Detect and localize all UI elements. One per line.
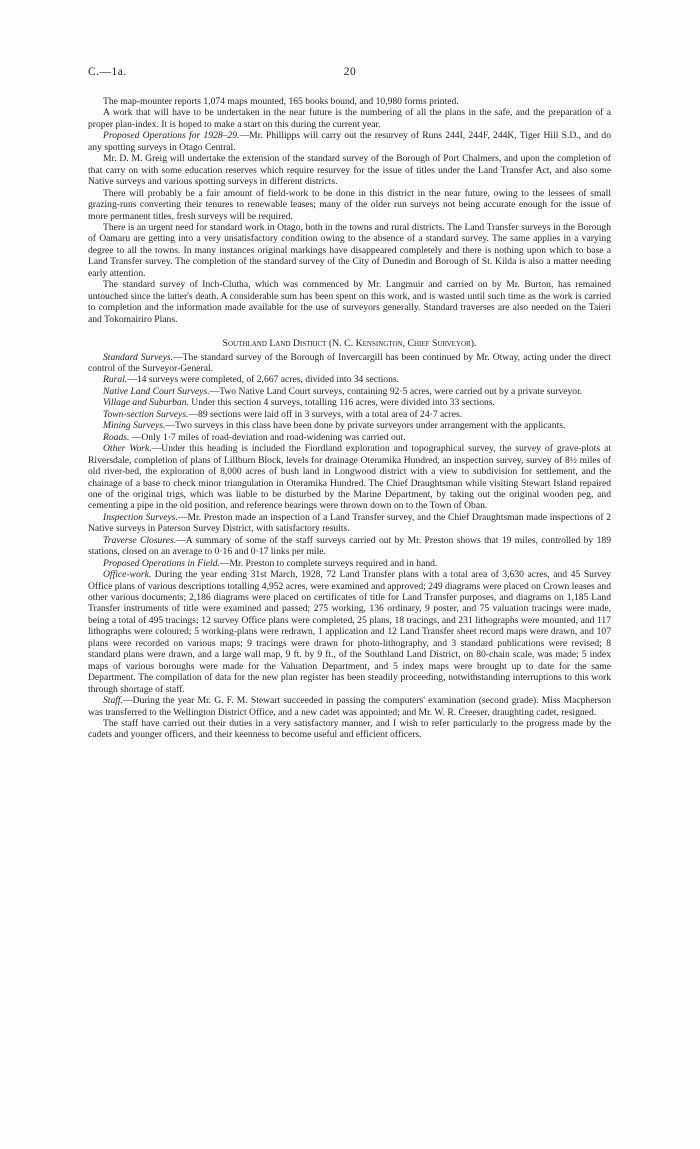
paragraph: The map-mounter reports 1,074 maps mounted, 165 books bound, and 10,980 forms printed. bbox=[103, 96, 459, 107]
paragraph: Other Work.—Under this heading is included the Fiordland exploration and topographical survey, the survey of grave-plots at Riversdale, completion of plans of Lillburn Block, levels for drainage Oteramika Hundred, an inspection survey, survey of 8½ miles of old river-bed, the exploration of 8,000 acres of bush land in Longwood district with a view to subdivision for settlement, and the chainage of a base to check minor triangulation in Oteramika Hundred. The Chief Draughtsman while visiting Stewart Island repaired one of the original trigs, which was liable to be disturbed by the Marine Department, by taking out the original wooden peg, and cementing a pipe in the old position, and reference bearings were thrown down on to the Town of Oban. bbox=[88, 443, 611, 512]
paragraph: The standard survey of Inch-Clutha, which was commenced by Mr. Langmuir and carried on by Mr. Burton, has remained untouched since the latter's death. A considerable sum has been spent on this work, and is wasted until such time as the work is carried to completion and the information made available for the use of surveyors generally. Standard traverses are also needed on the Taieri and Tokomairiro Plans. bbox=[88, 279, 611, 325]
paragraph: Proposed Operations for 1928–29.—Mr. Phillipps will carry out the resurvey of Runs 244I, 244F, 244K, Tiger Hill S.D., and do any spotting surveys in Otago Central. bbox=[88, 130, 611, 153]
subheading: Office-work. bbox=[103, 569, 152, 581]
paragraph: Proposed Operations in Field.—Mr. Preston to complete surveys required and in hand. bbox=[103, 557, 438, 569]
subheading: Proposed Operations in Field. bbox=[103, 557, 220, 569]
paragraph: Mr. D. M. Greig will undertake the extension of the standard survey of the Borough of Port Chalmers, and upon the completion of that carry on with some education reserves which require resurvey for the issue of titles under the Land Transfer Act, and also some Native surveys and various spotting surveys in different districts. bbox=[88, 153, 611, 188]
paragraph: Standard Surveys.—The standard survey of the Borough of Invercargill has been continued by Mr. Otway, acting under the direct control of the Surveyor-General. bbox=[88, 351, 611, 374]
subheading: Roads. bbox=[103, 431, 130, 443]
subheading: Village and Suburban. bbox=[103, 397, 189, 409]
paragraph: Rural.—14 surveys were completed, of 2,667 acres, divided into 34 sections. bbox=[103, 374, 400, 386]
paragraph: A work that will have to be undertaken in the near future is the numbering of all the plans in the safe, and the preparation of a proper plan-index. It is hoped to make a start on this during the current year. bbox=[88, 107, 611, 130]
paragraph: Staff.—During the year Mr. G. F. M. Stewart succeeded in passing the computers' examination (second grade). Miss Macpherson was transferred to the Wellington District Office, and a new cadet was appointed; and Mr. W. R. Creeser, draughting cadet, resigned. bbox=[88, 695, 611, 718]
paragraph: Mining Surveys.—Two surveys in this class have been done by private surveyors under arrangement with the applicants. bbox=[103, 420, 566, 432]
subheading: Native Land Court Surveys. bbox=[103, 385, 210, 397]
subheading: Other Work. bbox=[103, 443, 152, 455]
subheading: Traverse Closures. bbox=[103, 534, 177, 546]
paragraph: The staff have carried out their duties in a very satisfactory manner, and I wish to refer particularly to the progress made by the cadets and younger officers, and their keenness to become useful and efficient officers. bbox=[88, 718, 611, 741]
subheading: Town-section Surveys. bbox=[103, 408, 189, 420]
paragraph: Town-section Surveys.—89 sections were laid off in 3 surveys, with a total area of 24·7 acres. bbox=[103, 408, 463, 420]
paragraph: Inspection Surveys.—Mr. Preston made an inspection of a Land Transfer survey, and the Chief Draughtsman made inspections of 2 Native surveys in Paterson Survey District, with satisfactory results. bbox=[88, 511, 611, 535]
page-number: 20 bbox=[343, 66, 357, 78]
paragraph: Village and Suburban. Under this section 4 surveys, totalling 116 acres, were divided into 33 sections. bbox=[103, 397, 495, 409]
section-heading: Southland Land District (N. C. Kensington, Chief Surveyor). bbox=[222, 338, 477, 350]
paragraph: Traverse Closures.—A summary of some of the staff surveys carried out by Mr. Preston shows that 19 miles, controlled by 189 stations, closed on an average to 0·16 and 0·17 links per mile. bbox=[88, 534, 612, 558]
page-body bbox=[88, 96, 611, 741]
paragraph: Roads. —Only 1·7 miles of road-deviation and road-widening was carried out. bbox=[103, 431, 406, 443]
subheading: Standard Surveys. bbox=[103, 351, 174, 363]
paragraph: Office-work. During the year ending 31st March, 1928, 72 Land Transfer plans with a total area of 3,630 acres, and 45 Survey Office plans of various descriptions totalling 4,952 acres, were examined and approved; 249 diagrams were placed on Crown leases and other various documents; 2,186 diagrams were placed on certificates of title for Land Transfer purposes, and diagrams on 1,185 Land Transfer instruments of title were examined and passed; 275 working, 136 ordinary, 9 poster, and 75 valuation tracings were made, being a total of 495 tracings; 12 survey Office plans were completed, 25 plans, 18 tracings, and 231 lithographs were mounted, and 117 lithographs were coloured; 5 working-plans were redrawn, 1 application and 12 Land Transfer sheet record maps were drawn, and 107 plans were recorded on various maps; 9 tracings were drawn for photo-lithography, and 3 standard publications were revised; 8 standard plans were drawn, and a large wall map, 9 ft. by 9 ft., of the Southland Land District, on 80-chain scale, was made; 5 index maps of various boroughs were made for the Valuation Department, and 5 index maps were brought up to date for the same Department. The compilation of data for the new plan register has been steadily proceeding, notwithstanding interruptions to this work through shortage of staff. bbox=[88, 569, 611, 695]
subheading: Staff. bbox=[103, 695, 123, 707]
subheading: Inspection Surveys. bbox=[103, 511, 178, 523]
subheading: Proposed Operations for 1928–29. bbox=[103, 130, 240, 142]
paragraph: Native Land Court Surveys.—Two Native Land Court surveys, containing 92·5 acres, were carried out by a private surveyor. bbox=[103, 385, 583, 397]
page-header bbox=[88, 66, 612, 80]
paragraph: There will probably be a fair amount of field-work to be done in this district in the near future, owing to the lessees of small grazing-runs converting their tenures to renewable leases; many of the older run surveys not being accurate enough for the issue of more permanent titles, fresh surveys will be required. bbox=[88, 187, 611, 222]
paragraph: There is an urgent need for standard work in Otago, both in the towns and rural districts. The Land Transfer surveys in the Borough of Oamaru are getting into a very unsatisfactory condition owing to the absence of a standard survey. The same applies in a varying degree to all the towns. In many instances original markings have disappeared completely and there is nothing upon which to base a Land Transfer survey. The completion of the standard survey of the City of Dunedin and Borough of St. Kilda is also a matter needing early attention. bbox=[88, 221, 611, 279]
subheading: Rural. bbox=[103, 374, 128, 386]
report-code: C.—1a. bbox=[88, 66, 127, 78]
subheading: Mining Surveys. bbox=[103, 420, 166, 432]
